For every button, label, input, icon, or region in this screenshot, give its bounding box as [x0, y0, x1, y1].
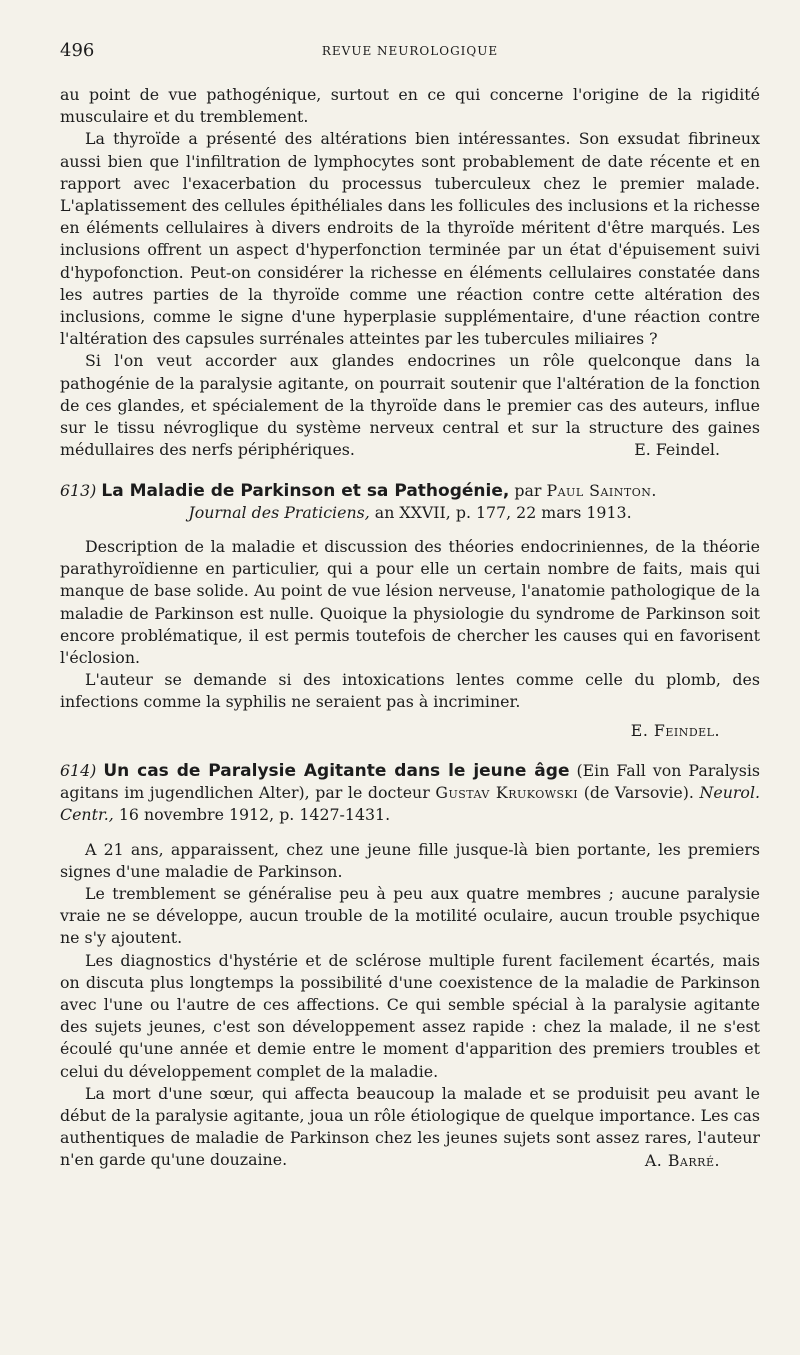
- paragraph: La mort d'une sœur, qui affecta beaucoup la malade et se produisit peu avant le début de la paralysie agitante, joua un rôle étiologique de quelque importance. Les cas authentiques de maladie de Parkinson chez les jeunes sujets sont assez rares, l'auteur n'en garde qu'une douzaine.: [60, 1083, 760, 1170]
- page-body: [60, 84, 760, 1172]
- review-entry-613: [60, 480, 760, 742]
- running-head: REVUE NEUROLOGIQUE: [321, 44, 499, 58]
- paragraph: La thyroïde a présenté des altérations bien intéressantes. Son exsudat fibrineux aussi bien que l'infiltration de lymphocytes sont probablement de date récente et en rapport avec l'exacerbation du processus tuberculeux chez le premier malade. L'aplatissement des cellules épithéliales dans les follicules des inclusions et la richesse en éléments cellulaires à divers endroits de la thyroïde méritent d'être marqués. Les inclusions offrent un aspect d'hyperfonction terminée par un état d'épuisement suivi d'hypofonction. Peut-on considérer la richesse en éléments cellulaires constatée dans les autres parties de la thyroïde comme une réaction contre cette altération des inclusions, comme le signe d'une hyperplasie supplémentaire, d'une réaction contre l'altération des capsules surrénales atteintes par les tubercules miliaires ?: [60, 129, 760, 349]
- reviewer-signature: E. Feindel.: [634, 440, 720, 460]
- page-header: [60, 40, 760, 70]
- entry-heading: [60, 760, 760, 827]
- paragraph: Si l'on veut accorder aux glandes endocrines un rôle quelconque dans la pathogénie de la paralysie agitante, on pourrait soutenir que l'altération de la fonction de ces glandes, et spécialement de la thyroïde dans le premier cas des auteurs, influe sur le tissu névroglique du système nerveux central et sur la structure des gaines médullaires des nerfs périphériques.: [60, 351, 760, 460]
- previous-review-continuation: [60, 84, 760, 462]
- entry-subtitle: (Ein Fall von Paralysis agitans im jugendlichen Alter), par le docteur: [60, 760, 760, 803]
- entry-number: 613): [60, 480, 97, 500]
- entry-title: La Maladie de Parkinson et sa Pathogénie,: [101, 480, 510, 501]
- reviewer-signature: A. Barré.: [644, 1150, 720, 1170]
- entry-author: Paul Sainton.: [546, 480, 657, 500]
- review-entry-614: [60, 760, 760, 1172]
- entry-author: Gustav Krukowski: [435, 783, 579, 803]
- reviewer-signature: E. Feindel.: [630, 720, 720, 740]
- entry-heading: [60, 480, 760, 524]
- entry-citation: [60, 502, 760, 524]
- journal-name: Journal des Praticiens,: [188, 502, 370, 522]
- paragraph: Description de la maladie et discussion des théories endocriniennes, de la théorie parathyroïdienne en particulier, qui a pour elle un certain nombre de faits, mais qui manque de base solide. Au point de vue lésion nerveuse, l'anatomie pathologique de la maladie de Parkinson est nulle. Quoique la physiologie du syndrome de Parkinson soit encore problématique, il est permis toutefois de chercher les causes qui en favorisent l'éclosion.: [60, 537, 760, 668]
- citation-ref: an XXVII, p. 177, 22 mars 1913.: [374, 502, 632, 522]
- page-number: 496: [60, 40, 95, 61]
- entry-place: (de Varsovie).: [583, 783, 694, 803]
- paragraph: Le tremblement se généralise peu à peu aux quatre membres ; aucune paralysie vraie ne se développe, aucun trouble de la motilité oculaire, aucun trouble psychique ne s'y ajoutent.: [60, 883, 760, 948]
- entry-by: par: [514, 480, 542, 500]
- paragraph: L'auteur se demande si des intoxications lentes comme celle du plomb, des infections comme la syphilis ne seraient pas à incriminer.: [60, 670, 760, 712]
- entry-title: Un cas de Paralysie Agitante dans le jeune âge: [103, 760, 570, 781]
- paragraph: au point de vue pathogénique, surtout en ce qui concerne l'origine de la rigidité musculaire et du tremblement.: [60, 85, 760, 127]
- entry-number: 614): [60, 760, 97, 780]
- paragraph: Les diagnostics d'hystérie et de sclérose multiple furent facilement écartés, mais on discuta plus longtemps la possibilité d'une coexistence de la maladie de Parkinson avec l'une ou l'autre de ces affections. Ce qui semble spécial à la paralysie agitante des sujets jeunes, c'est son développement assez rapide : chez la malade, il ne s'est écoulé qu'une année et demie entre le moment d'apparition des premiers troubles et celui du développement complet de la maladie.: [60, 950, 760, 1081]
- paragraph: A 21 ans, apparaissent, chez une jeune fille jusque-là bien portante, les premiers signes d'une maladie de Parkinson.: [60, 839, 760, 881]
- citation-ref: 16 novembre 1912, p. 1427-1431.: [118, 805, 391, 825]
- journal-name: Neurol. Centr.,: [60, 783, 761, 825]
